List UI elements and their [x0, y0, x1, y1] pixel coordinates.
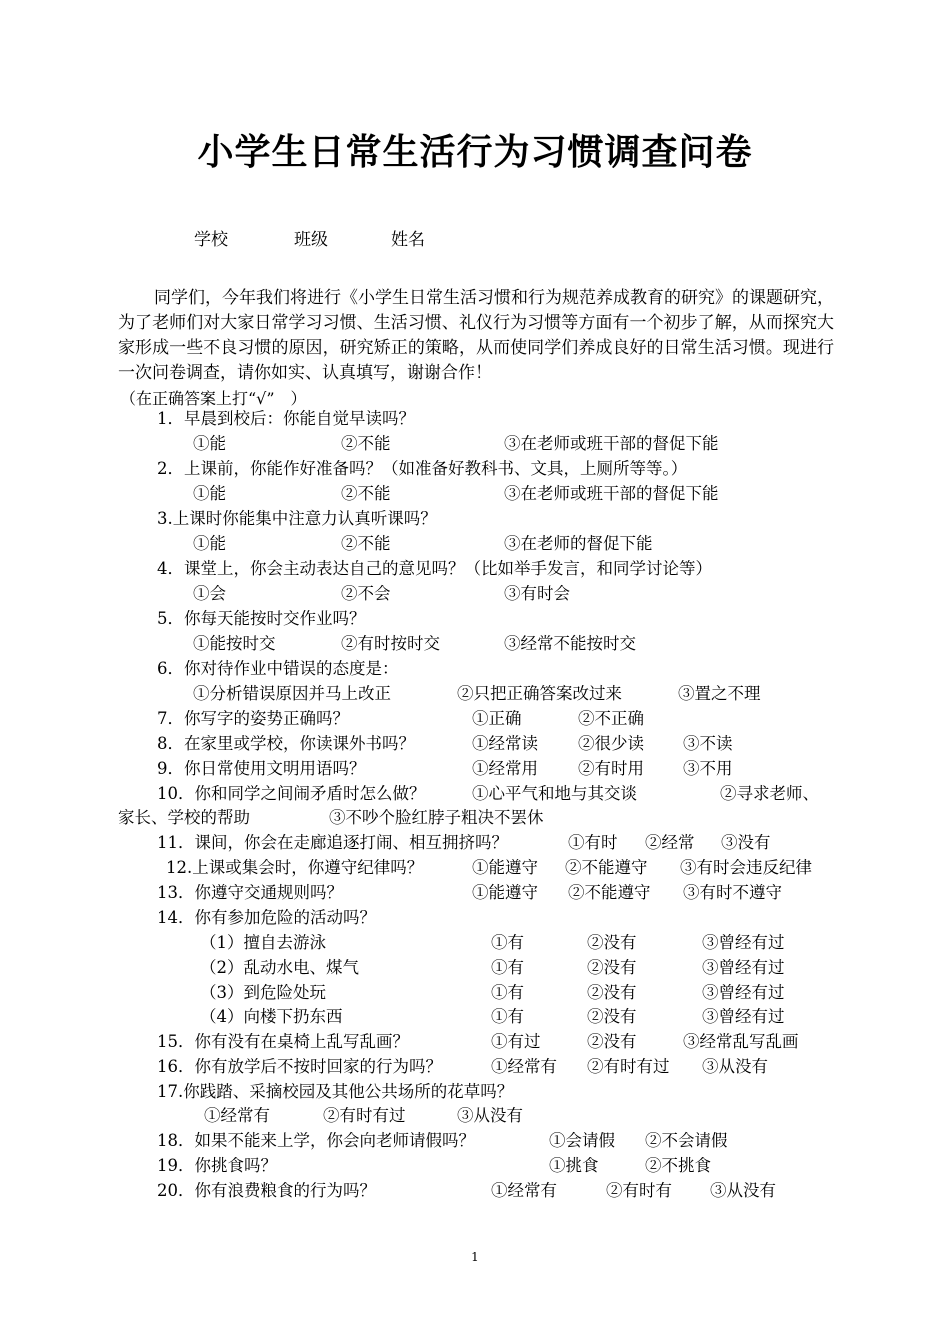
q20-option-2[interactable]: ②有时有: [606, 1181, 672, 1200]
q14-sub-1-option-3[interactable]: ③曾经有过: [702, 933, 785, 952]
q14-sub-4-option-2[interactable]: ②没有: [587, 1007, 637, 1026]
q1-option-1[interactable]: ①能: [193, 434, 226, 453]
q3-option-2[interactable]: ②不能: [341, 534, 391, 553]
q14-sub-2-option-1[interactable]: ①有: [491, 958, 524, 977]
question-9: 9．你日常使用文明用语吗？: [157, 759, 366, 778]
q2-option-1[interactable]: ①能: [193, 484, 226, 503]
q2-option-2[interactable]: ②不能: [341, 484, 391, 503]
q6-option-2[interactable]: ②只把正确答案改过来: [457, 684, 622, 703]
q12-option-3[interactable]: ③有时会违反纪律: [680, 858, 812, 877]
q14-sub-1-option-2[interactable]: ②没有: [587, 933, 637, 952]
question-11: 11．课间，你会在走廊追逐打闹、相互拥挤吗？: [157, 833, 508, 852]
q5-option-3[interactable]: ③经常不能按时交: [504, 634, 636, 653]
q15-option-1[interactable]: ①有过: [491, 1032, 541, 1051]
name-label: 姓名: [391, 230, 425, 250]
q6-option-1[interactable]: ①分析错误原因并马上改正: [193, 684, 391, 703]
class-label: 班级: [294, 230, 328, 250]
question-12: 12.上课或集会时，你遵守纪律吗？: [166, 858, 424, 877]
question-1: 1．早晨到校后：你能自觉早读吗？: [157, 409, 415, 428]
q1-option-3[interactable]: ③在老师或班干部的督促下能: [504, 434, 719, 453]
q19-option-2[interactable]: ②不挑食: [645, 1156, 711, 1175]
q18-option-1[interactable]: ①会请假: [549, 1131, 615, 1150]
q14-sub-3-option-1[interactable]: ①有: [491, 983, 524, 1002]
q8-option-2[interactable]: ②很少读: [578, 734, 644, 753]
q18-option-2[interactable]: ②不会请假: [645, 1131, 728, 1150]
q12-option-1[interactable]: ①能遵守: [472, 858, 538, 877]
q11-option-1[interactable]: ①有时: [568, 833, 618, 852]
question-6: 6．你对待作业中错误的态度是：: [157, 659, 399, 678]
q20-option-1[interactable]: ①经常有: [491, 1181, 557, 1200]
q15-option-3[interactable]: ③经常乱写乱画: [683, 1032, 799, 1051]
q10-option-2-continued[interactable]: 家长、学校的帮助: [118, 808, 250, 827]
q1-option-2[interactable]: ②不能: [341, 434, 391, 453]
question-2: 2．上课前，你能作好准备吗？（如准备好教科书、文具，上厕所等等。）: [157, 459, 688, 478]
q16-option-3[interactable]: ③从没有: [702, 1057, 768, 1076]
question-13: 13．你遵守交通规则吗？: [157, 883, 343, 902]
q6-option-3[interactable]: ③置之不理: [678, 684, 761, 703]
page-number: 1: [471, 1250, 479, 1264]
q16-option-2[interactable]: ②有时有过: [587, 1057, 670, 1076]
question-10: 10．你和同学之间闹矛盾时怎么做？: [157, 784, 426, 803]
q17-option-3[interactable]: ③从没有: [457, 1106, 523, 1125]
intro-paragraph: 同学们，今年我们将进行《小学生日常生活习惯和行为规范养成教育的研究》的课题研究，为了老师们对大家日常学习习惯、生活习惯、礼仪行为习惯等方面有一个初步了解，从而探究大家形成一些不良习惯的原因，研究矫正的策略，从而使同学们养成良好的日常生活习惯。现进行一次问卷调查，请你如实、认真填写，谢谢合作！: [118, 288, 834, 383]
question-3: 3.上课时你能集中注意力认真听课吗？: [157, 509, 437, 528]
q7-option-2[interactable]: ②不正确: [578, 709, 644, 728]
question-20: 20．你有浪费粮食的行为吗？: [157, 1181, 376, 1200]
q4-option-2[interactable]: ②不会: [341, 584, 391, 603]
question-8: 8．在家里或学校，你读课外书吗？: [157, 734, 415, 753]
q14-sub-2-option-3[interactable]: ③曾经有过: [702, 958, 785, 977]
q10-option-3[interactable]: ③不吵个脸红脖子粗决不罢休: [329, 808, 544, 827]
q4-option-1[interactable]: ①会: [193, 584, 226, 603]
q4-option-3[interactable]: ③有时会: [504, 584, 570, 603]
q20-option-3[interactable]: ③从没有: [710, 1181, 776, 1200]
q10-option-2[interactable]: ②寻求老师、: [720, 784, 819, 803]
question-17: 17.你践踏、采摘校园及其他公共场所的花草吗？: [157, 1082, 514, 1101]
q14-sub-4-option-3[interactable]: ③曾经有过: [702, 1007, 785, 1026]
q12-option-2[interactable]: ②不能遵守: [565, 858, 648, 877]
question-7: 7．你写字的姿势正确吗？: [157, 709, 349, 728]
question-15: 15．你有没有在桌椅上乱写乱画？: [157, 1032, 409, 1051]
q14-sub-1: （1）擅自去游泳: [200, 933, 326, 952]
q14-sub-3-option-3[interactable]: ③曾经有过: [702, 983, 785, 1002]
q9-option-3[interactable]: ③不用: [683, 759, 733, 778]
q13-option-2[interactable]: ②不能遵守: [568, 883, 651, 902]
q16-option-1[interactable]: ①经常有: [491, 1057, 557, 1076]
q14-sub-3-option-2[interactable]: ②没有: [587, 983, 637, 1002]
q8-option-1[interactable]: ①经常读: [472, 734, 538, 753]
q8-option-3[interactable]: ③不读: [683, 734, 733, 753]
question-14: 14．你有参加危险的活动吗？: [157, 908, 376, 927]
q19-option-1[interactable]: ①挑食: [549, 1156, 599, 1175]
q10-option-1[interactable]: ①心平气和地与其交谈: [472, 784, 637, 803]
q13-option-1[interactable]: ①能遵守: [472, 883, 538, 902]
q9-option-2[interactable]: ②有时用: [578, 759, 644, 778]
q17-option-1[interactable]: ①经常有: [204, 1106, 270, 1125]
q2-option-3[interactable]: ③在老师或班干部的督促下能: [504, 484, 719, 503]
q7-option-1[interactable]: ①正确: [472, 709, 522, 728]
q5-option-1[interactable]: ①能按时交: [193, 634, 276, 653]
question-19: 19．你挑食吗？: [157, 1156, 277, 1175]
q14-sub-4-option-1[interactable]: ①有: [491, 1007, 524, 1026]
q13-option-3[interactable]: ③有时不遵守: [683, 883, 782, 902]
page-title: 小学生日常生活行为习惯调查问卷: [197, 132, 753, 173]
q5-option-2[interactable]: ②有时按时交: [341, 634, 440, 653]
q15-option-2[interactable]: ②没有: [587, 1032, 637, 1051]
question-16: 16．你有放学后不按时回家的行为吗？: [157, 1057, 442, 1076]
instruction-note: （在正确答案上打“√” ）: [120, 389, 307, 408]
q3-option-1[interactable]: ①能: [193, 534, 226, 553]
q11-option-2[interactable]: ②经常: [645, 833, 695, 852]
q14-sub-1-option-1[interactable]: ①有: [491, 933, 524, 952]
q9-option-1[interactable]: ①经常用: [472, 759, 538, 778]
q3-option-3[interactable]: ③在老师的督促下能: [504, 534, 653, 553]
q17-option-2[interactable]: ②有时有过: [323, 1106, 406, 1125]
q14-sub-4: （4）向楼下扔东西: [200, 1007, 343, 1026]
question-5: 5．你每天能按时交作业吗？: [157, 609, 366, 628]
q14-sub-3: （3）到危险处玩: [200, 983, 326, 1002]
q14-sub-2: （2）乱动水电、煤气: [200, 958, 359, 977]
question-4: 4．课堂上，你会主动表达自己的意见吗？（比如举手发言，和同学讨论等）: [157, 559, 712, 578]
question-18: 18．如果不能来上学，你会向老师请假吗？: [157, 1131, 475, 1150]
q14-sub-2-option-2[interactable]: ②没有: [587, 958, 637, 977]
school-label: 学校: [194, 230, 228, 250]
q11-option-3[interactable]: ③没有: [721, 833, 771, 852]
